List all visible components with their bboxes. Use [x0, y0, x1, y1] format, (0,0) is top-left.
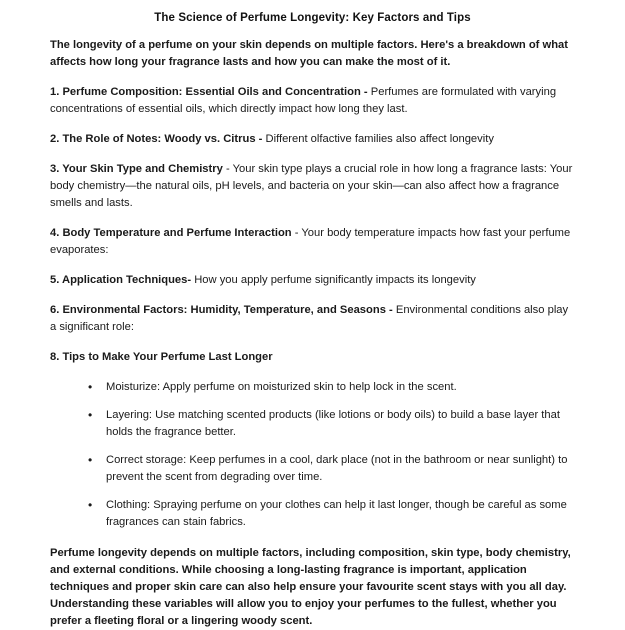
section-4 [50, 225, 575, 259]
section-4-heading: 4. Body Temperature and Perfume Interaction [50, 227, 292, 240]
section-2-body: Different olfactive families also affect longevity [262, 133, 494, 146]
section-6-body: Environmental conditions also play a significant role: [50, 304, 569, 334]
list-item: • Moisturize: Apply perfume on moisturized skin to help lock in the scent. [88, 379, 575, 396]
section-3-body: - Your skin type plays a crucial role in how long a fragrance lasts: Your body chemistry—the natural oils, pH levels, and bacteria on your skin—can also affect how a fragrance smells and lasts. [50, 163, 573, 210]
section-5-body: How you apply perfume significantly impacts its longevity [191, 274, 476, 287]
intro-paragraph: The longevity of a perfume on your skin depends on multiple factors. Here's a breakdown of what affects how long your fragrance lasts and how you can make the most of it. [50, 39, 568, 69]
section-5-heading: 5. Application Techniques- [50, 274, 192, 287]
list-item: • Layering: Use matching scented products (like lotions or body oils) to build a base layer that holds the fragrance better. [88, 407, 575, 441]
tips-list [50, 379, 575, 531]
section-1-body: Perfumes are formulated with varying concentrations of essential oils, which directly impact how long they last. [50, 86, 557, 116]
section-3-heading: 3. Your Skin Type and Chemistry [50, 163, 223, 176]
section-2-heading: 2. The Role of Notes: Woody vs. Citrus - [50, 133, 263, 146]
section-6-heading: 6. Environmental Factors: Humidity, Temperature, and Seasons - [50, 304, 393, 317]
section-1-heading: 1. Perfume Composition: Essential Oils and Concentration - [50, 86, 368, 99]
page-title: The Science of Perfume Longevity: Key Factors and Tips [154, 12, 471, 24]
list-item: • Clothing: Spraying perfume on your clothes can help it last longer, though be careful as some fragrances can stain fabrics. [88, 497, 575, 531]
section-6 [50, 302, 575, 336]
section-3 [50, 161, 575, 212]
section-5 [50, 272, 575, 289]
conclusion-paragraph: Perfume longevity depends on multiple factors, including composition, skin type, body chemistry, and external conditions. While choosing a long-lasting fragrance is important, application techniques and proper skin care can also help ensure your favourite scent stays with you all day. Understanding these variables will allow you to enjoy your perfumes to the fullest, whether you prefer a fleeting floral or a lingering woody scent. [50, 547, 571, 628]
section-4-body: - Your body temperature impacts how fast your perfume evaporates: [50, 227, 571, 257]
list-item: • Correct storage: Keep perfumes in a cool, dark place (not in the bathroom or near sunlight) to prevent the scent from degrading over time. [88, 452, 575, 486]
tips-heading: 8. Tips to Make Your Perfume Last Longer [50, 351, 273, 364]
section-2 [50, 131, 575, 148]
section-1 [50, 84, 575, 118]
